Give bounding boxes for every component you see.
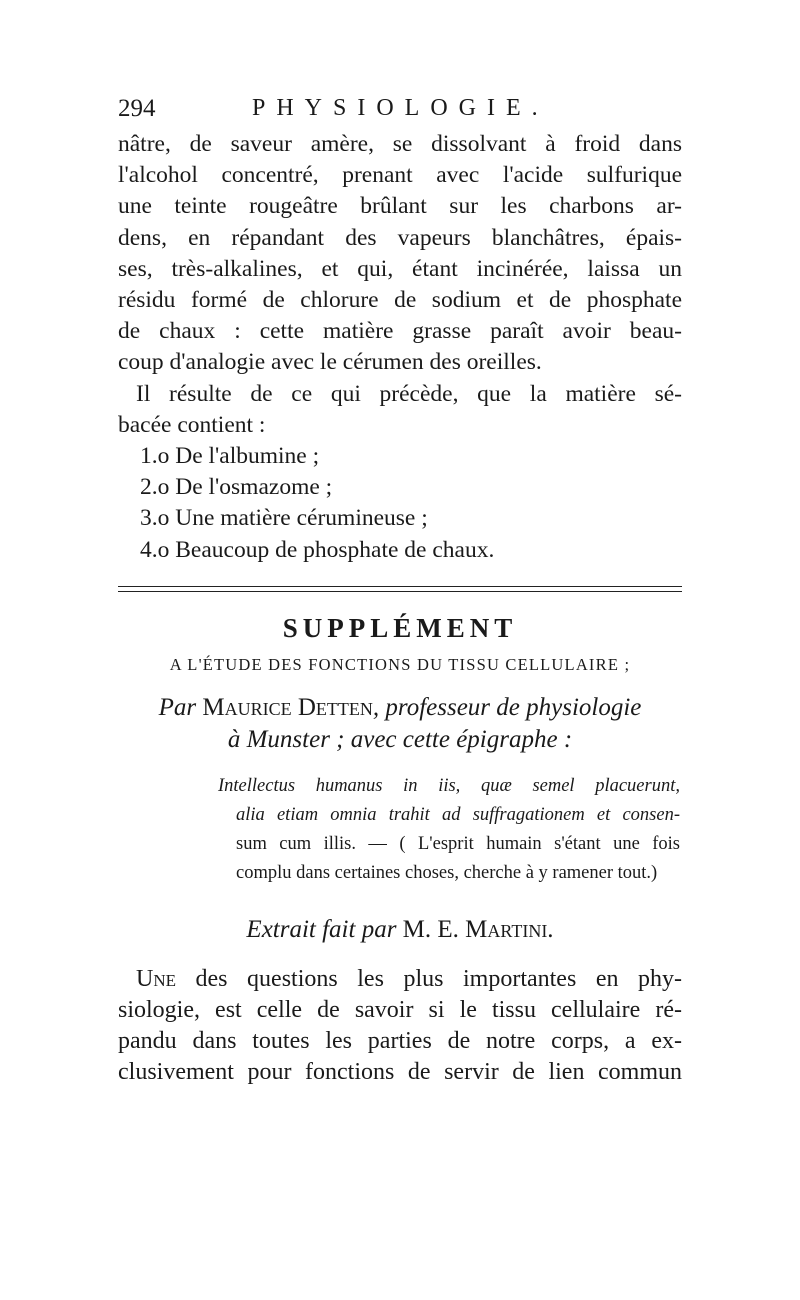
page-number: 294 (118, 95, 156, 122)
extract-author: M. E. Martini. (402, 915, 554, 943)
book-page (118, 95, 682, 1088)
extract-credit (118, 914, 682, 946)
extract-prefix: Extrait fait par (246, 915, 397, 943)
byline-line (118, 692, 682, 724)
text-line: pandu dans toutes les parties de notre corps, a ex- (118, 1027, 682, 1054)
byline-par: Par (158, 693, 197, 721)
text-line: nâtre, de saveur amère, se dissolvant à froid dans (118, 131, 682, 157)
byline-line (118, 724, 682, 756)
byline-role: , professeur de physiologie (372, 693, 642, 721)
text-line: siologie, est celle de savoir si le tissu cellulaire ré- (118, 996, 682, 1023)
contents-list (118, 441, 682, 566)
author-name: Maurice Detten (202, 693, 373, 721)
text-line: de chaux : cette matière grasse paraît avoir beau- (118, 318, 682, 345)
epigraph-line (218, 772, 680, 801)
page-header (118, 95, 682, 129)
epigraph-line: sum cum illis. — ( L'esprit humain s'étant une fois (236, 833, 680, 854)
divider-rule (118, 591, 682, 592)
list-item: 1.o De l'albumine ; (140, 443, 320, 470)
text-line: une teinte rougeâtre brûlant sur les charbons ar- (118, 193, 682, 220)
section-divider (118, 586, 682, 592)
list-item: 4.o Beaucoup de phosphate de chaux. (140, 536, 495, 563)
epigraph-line: complu dans certaines choses, cherche à y ramener tout.) (236, 862, 658, 883)
text-line: résidu formé de chlorure de sodium et de phosphate (118, 287, 682, 314)
list-item: 2.o De l'osmazome ; (140, 474, 333, 501)
drop-word: Une (136, 965, 176, 992)
list-item: 3.o Une matière cérumineuse ; (140, 505, 428, 532)
divider-rule (118, 586, 682, 587)
text-line: bacée contient : (118, 411, 266, 438)
line-rest: des questions les plus importantes en phy- (176, 965, 682, 992)
paragraph-conclusion (118, 379, 682, 441)
text-line: clusivement pour fonctions de servir de lien commun (118, 1058, 682, 1085)
epigraph-line (218, 801, 680, 830)
text-line: Il résulte de ce qui précède, que la matière sé- (136, 380, 682, 407)
paragraph-opening (118, 964, 682, 1088)
text-line: dens, en répandant des vapeurs blanchâtres, épais- (118, 224, 682, 251)
text-line: ses, très-alkalines, et qui, étant incinérée, laissa un (118, 255, 682, 282)
text-line: coup d'analogie avec le cérumen des oreilles. (118, 349, 542, 376)
byline-place: à Munster ; avec cette épigraphe : (227, 725, 573, 753)
running-title: PHYSIOLOGIE. (252, 95, 549, 121)
section-title: SUPPLÉMENT (282, 612, 518, 643)
epigraph-text: Intellectus humanus in iis, quæ semel placuerunt, (218, 775, 680, 796)
epigraph (118, 772, 682, 888)
author-byline (118, 692, 682, 756)
paragraph-continuation (118, 129, 682, 379)
text-line (118, 964, 682, 995)
section-subtitle: A L'ÉTUDE DES FONCTIONS DU TISSU CELLULAIRE ; (169, 654, 631, 674)
text-line: l'alcohol concentré, prenant avec l'acide sulfurique (118, 162, 682, 189)
epigraph-text: alia etiam omnia trahit ad suffragationem et consen- (236, 804, 680, 825)
